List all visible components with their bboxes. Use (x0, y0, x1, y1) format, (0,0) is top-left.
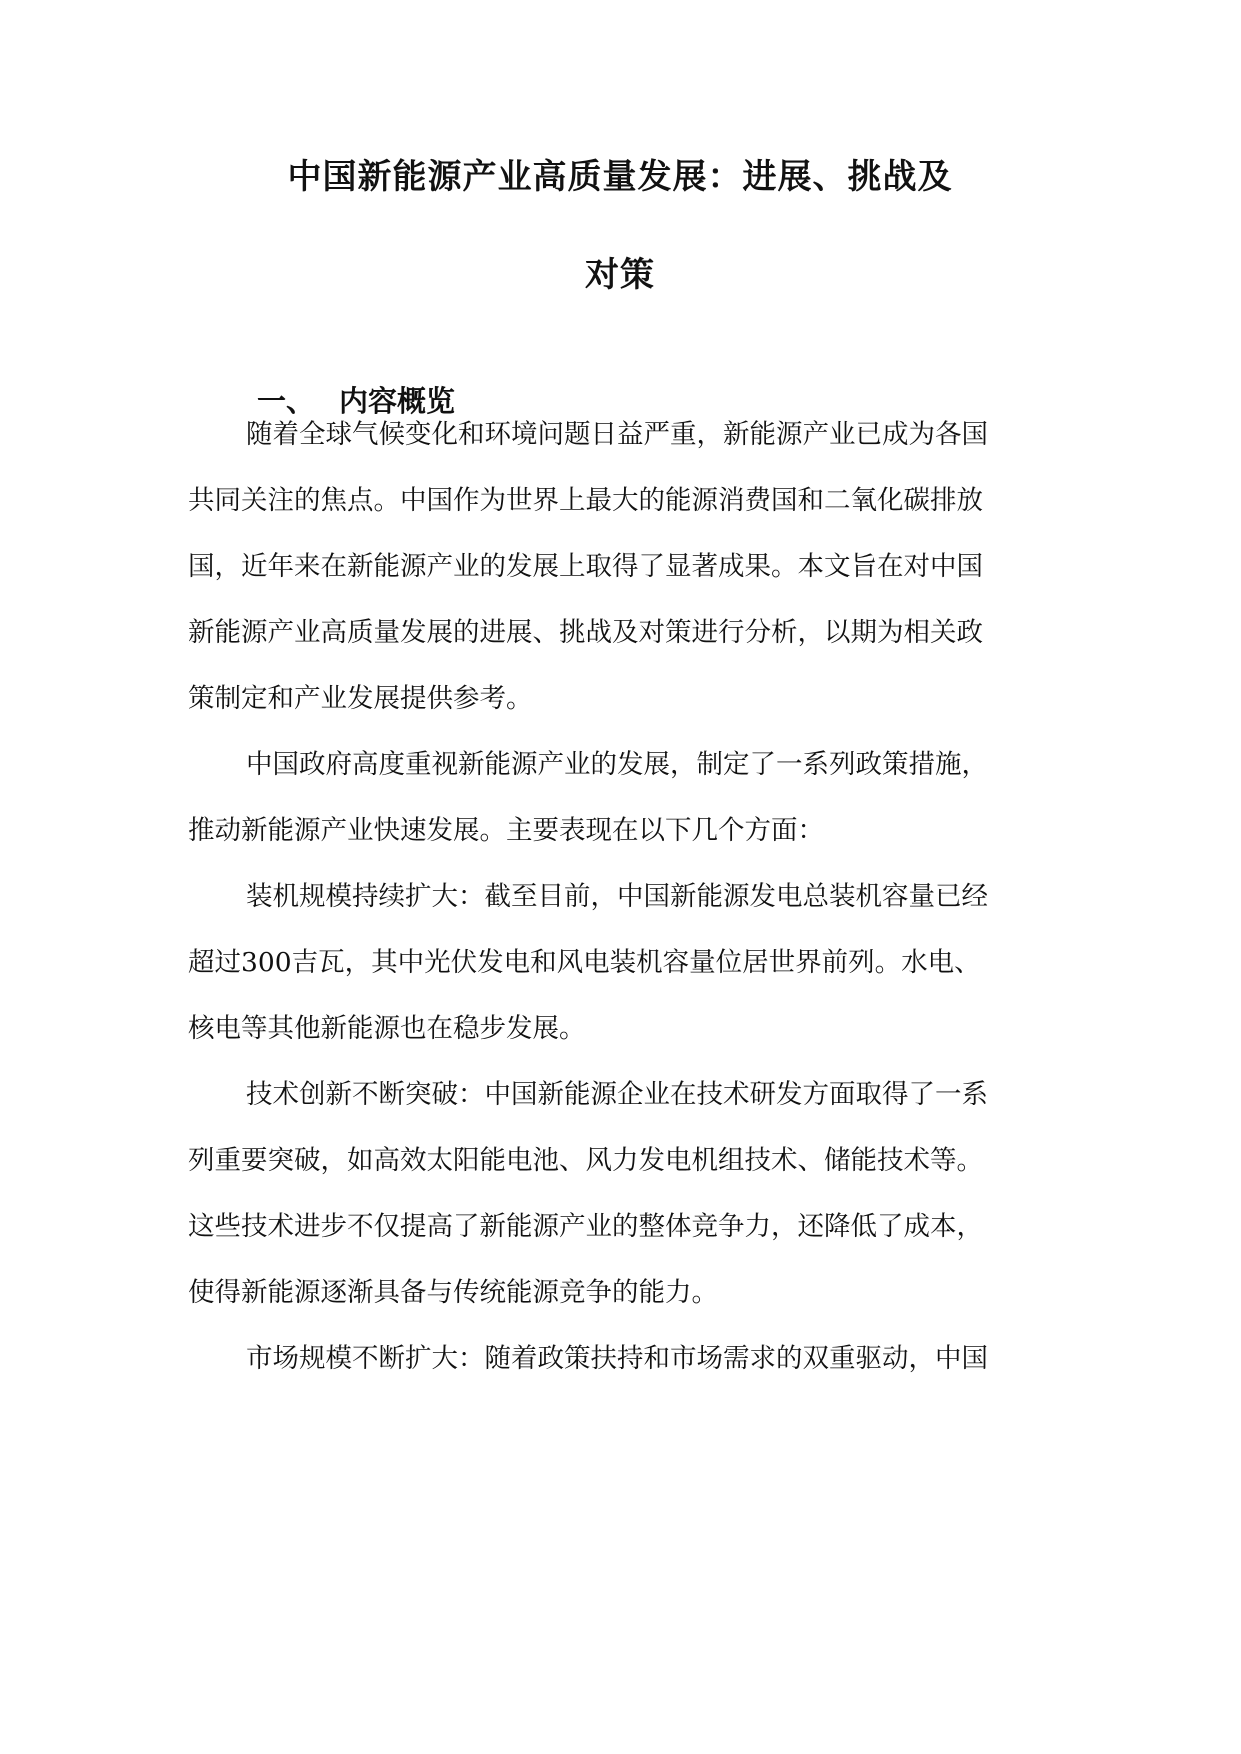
paragraph-line: 策制定和产业发展提供参考。 (188, 683, 533, 714)
section-heading (257, 381, 455, 421)
paragraph-line: 这些技术进步不仅提高了新能源产业的整体竞争力，还降低了成本， (188, 1211, 983, 1242)
paragraph-line: 技术创新不断突破：中国新能源企业在技术研发方面取得了一系 (246, 1079, 988, 1110)
document-title-line-1: 中国新能源产业高质量发展：进展、挑战及 (287, 157, 953, 197)
document-title-line-2: 对策 (585, 255, 655, 295)
paragraph-line: 使得新能源逐渐具备与传统能源竞争的能力。 (188, 1277, 718, 1308)
section-number: 一、 (257, 384, 316, 418)
paragraph-line: 超过300吉瓦，其中光伏发电和风电装机容量位居世界前列。水电、 (188, 947, 981, 978)
paragraph-line: 装机规模持续扩大：截至目前，中国新能源发电总装机容量已经 (246, 881, 988, 912)
paragraph-line: 随着全球气候变化和环境问题日益严重，新能源产业已成为各国 (246, 419, 988, 450)
paragraph-line: 国，近年来在新能源产业的发展上取得了显著成果。本文旨在对中国 (188, 551, 983, 582)
paragraph-line: 推动新能源产业快速发展。主要表现在以下几个方面： (188, 815, 824, 846)
paragraph-line: 市场规模不断扩大：随着政策扶持和市场需求的双重驱动，中国 (246, 1343, 988, 1374)
paragraph-line: 共同关注的焦点。中国作为世界上最大的能源消费国和二氧化碳排放 (188, 485, 983, 516)
paragraph-line: 列重要突破，如高效太阳能电池、风力发电机组技术、储能技术等。 (188, 1145, 983, 1176)
paragraph-line: 中国政府高度重视新能源产业的发展，制定了一系列政策措施， (246, 749, 988, 780)
paragraph-line: 核电等其他新能源也在稳步发展。 (188, 1013, 586, 1044)
paragraph-line: 新能源产业高质量发展的进展、挑战及对策进行分析，以期为相关政 (188, 617, 983, 648)
section-label: 内容概览 (339, 384, 456, 418)
